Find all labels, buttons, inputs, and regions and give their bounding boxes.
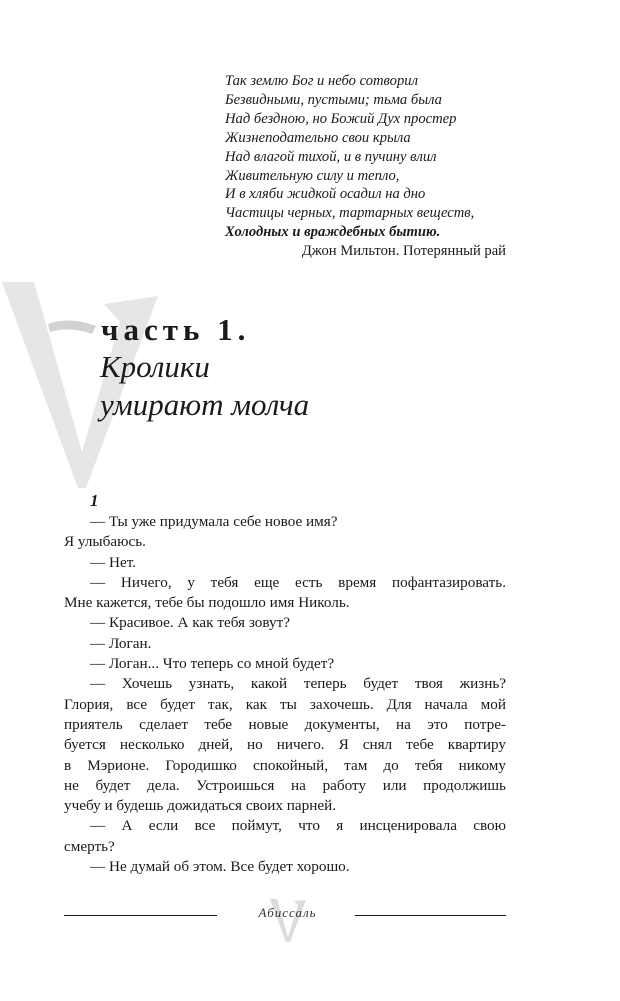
epigraph-line: Безвидными, пустыми; тьма была <box>225 91 442 108</box>
paragraph-line: — Не думай об этом. Все будет хорошо. <box>90 858 350 876</box>
paragraph-line: учебу и будешь дожидаться своих парней. <box>64 797 337 815</box>
paragraph-line: приятель сделает тебе новые документы, на это потре- <box>64 715 506 733</box>
epigraph-line: Над влагой тихой, и в пучину влил <box>225 148 437 165</box>
paragraph-line: Мне кажется, тебе бы подошло имя Николь. <box>64 594 350 612</box>
footer-rule-left <box>64 915 217 916</box>
paragraph-line: не будет дела. Устроишься на работу или продолжишь <box>64 776 506 794</box>
epigraph <box>225 72 515 242</box>
paragraph-line: — Логан... Что теперь со мной будет? <box>90 655 335 673</box>
epigraph-line-bold: Холодных и враждебных бытию. <box>225 224 441 241</box>
paragraph-line: — Красивое. А как тебя зовут? <box>90 614 290 632</box>
epigraph-line: Жизнеподательно свои крыла <box>225 129 411 146</box>
epigraph-attribution: Джон Мильтон. Потерянный рай <box>301 243 506 259</box>
part-title-line: Кролики <box>100 349 210 384</box>
footer-rule-right <box>355 915 506 916</box>
paragraph-line: — Ничего, у тебя еще есть время пофантазировать. <box>90 573 506 591</box>
part-title <box>100 348 309 424</box>
running-footer-title: Абиссаль <box>258 905 317 920</box>
epigraph-line: Так землю Бог и небо сотворил <box>225 73 418 89</box>
paragraph-line: — А если все поймут, что я инсценировала свою <box>90 817 506 835</box>
paragraph-line: в Мэрионе. Городишко спокойный, там до тебя никому <box>64 756 506 774</box>
paragraph-line: — Логан. <box>90 634 152 652</box>
epigraph-line: Живительную силу и тепло, <box>225 167 400 184</box>
paragraph-line: буется несколько дней, но ничего. Я снял тебе квартиру <box>64 736 506 754</box>
paragraph-line: — Нет. <box>90 553 136 571</box>
part-label: часть 1. <box>101 312 251 347</box>
epigraph-line: Частицы черных, тартарных веществ, <box>225 205 475 222</box>
chapter-number: 1 <box>90 491 99 510</box>
epigraph-line: Над бездною, но Божий Дух простер <box>225 110 457 127</box>
paragraph-line: Я улыбаюсь. <box>64 533 146 551</box>
paragraph-line: Глория, все будет так, как ты захочешь. Для начала мой <box>64 695 506 713</box>
epigraph-line: И в хляби жидкой осадил на дно <box>225 186 426 203</box>
chapter-body <box>64 512 506 877</box>
part-title-line: умирают молча <box>100 387 310 422</box>
paragraph-line: — Ты уже придумала себе новое имя? <box>90 513 338 530</box>
paragraph-line: — Хочешь узнать, какой теперь будет твоя жизнь? <box>90 675 506 693</box>
paragraph-line: смерть? <box>64 837 115 855</box>
